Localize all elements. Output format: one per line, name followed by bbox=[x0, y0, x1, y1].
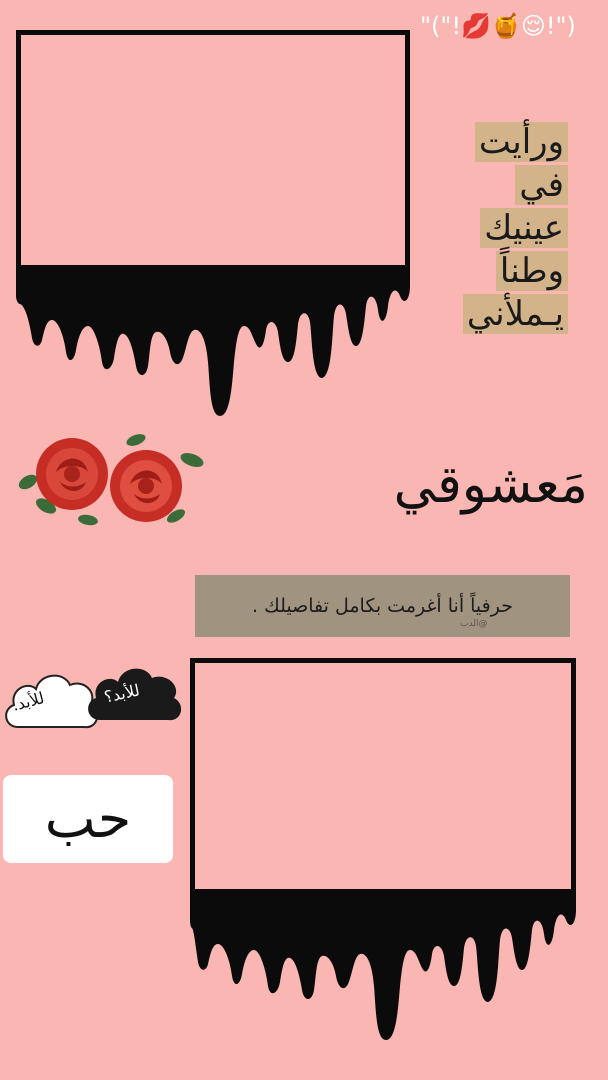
poem-line: يـملأني bbox=[463, 294, 568, 334]
rose-icon bbox=[110, 450, 182, 522]
love-card-text: حب bbox=[44, 787, 132, 850]
photo-frame-bottom[interactable] bbox=[190, 658, 576, 894]
title-calligraphy: مَعشوقي bbox=[393, 455, 588, 515]
poem-line: ورأيت bbox=[475, 122, 568, 162]
quote-signature: @الدب bbox=[460, 619, 488, 629]
cloud-white-text: للأبد. bbox=[10, 688, 47, 715]
paint-drip-bottom bbox=[190, 890, 576, 1050]
love-card[interactable] bbox=[3, 775, 173, 863]
roses-sticker[interactable] bbox=[16, 424, 206, 534]
poem-block bbox=[408, 122, 568, 337]
rose-icon bbox=[36, 438, 108, 510]
photo-frame-top[interactable] bbox=[16, 30, 410, 270]
paint-drip-top bbox=[16, 266, 410, 426]
emoji-strip: ("!😌🍯💋!")" bbox=[420, 12, 576, 40]
quote-text: حرفياً أنا أغرمت بكامل تفاصيلك . bbox=[252, 595, 513, 617]
poem-line: عينيك bbox=[480, 208, 568, 248]
poem-line: وطناً bbox=[496, 251, 568, 291]
quote-strip bbox=[195, 575, 570, 637]
cloud-black-text: للأبد؟ bbox=[102, 680, 142, 707]
poem-line: في bbox=[515, 165, 568, 205]
